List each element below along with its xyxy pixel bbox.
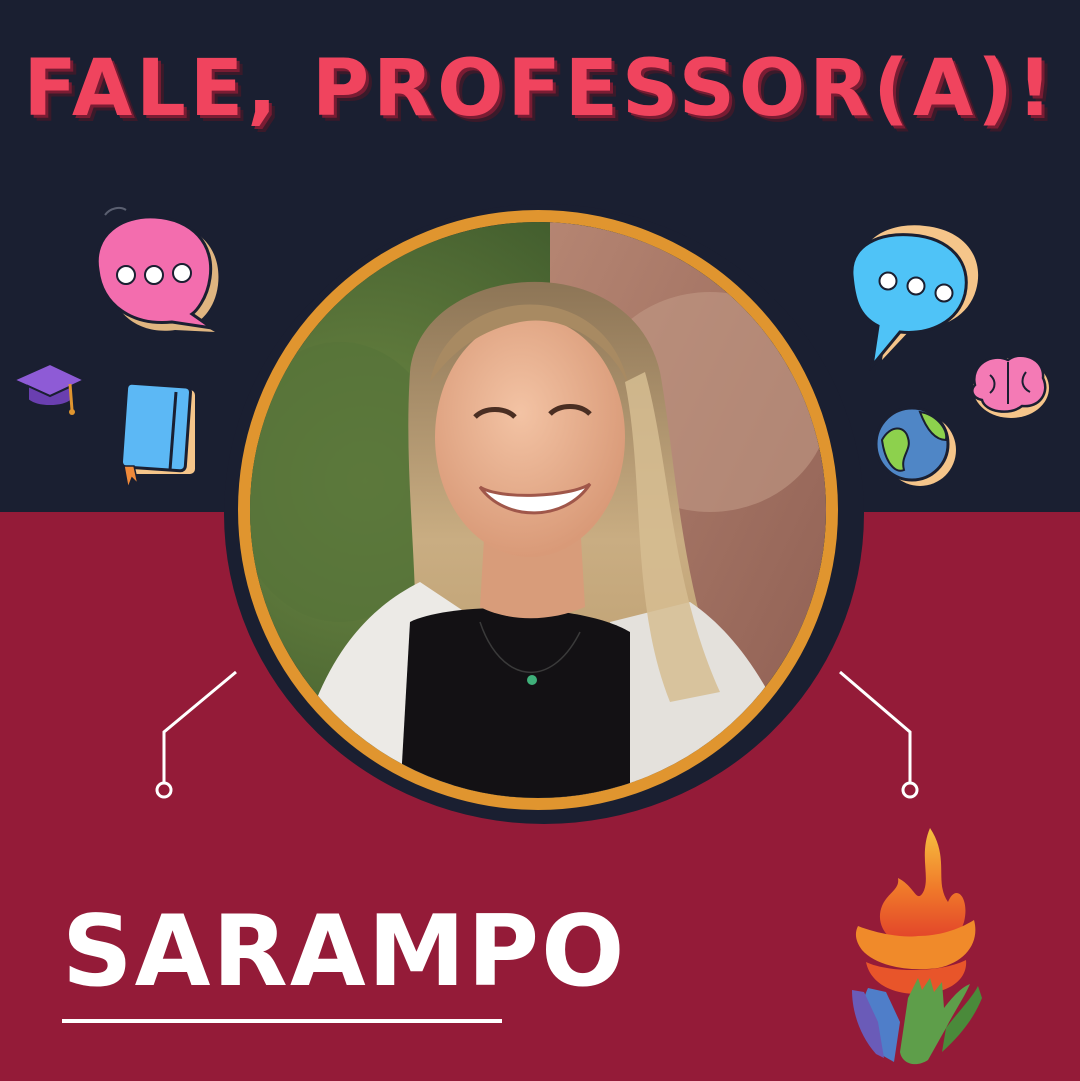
headline: FALE, PROFESSOR(A)! (23, 44, 1057, 134)
subject-underline (62, 1019, 502, 1023)
torch-hands-logo-icon (838, 822, 988, 1072)
subject-name: SARAMPO (62, 895, 627, 1009)
teacher-photo (238, 210, 838, 810)
